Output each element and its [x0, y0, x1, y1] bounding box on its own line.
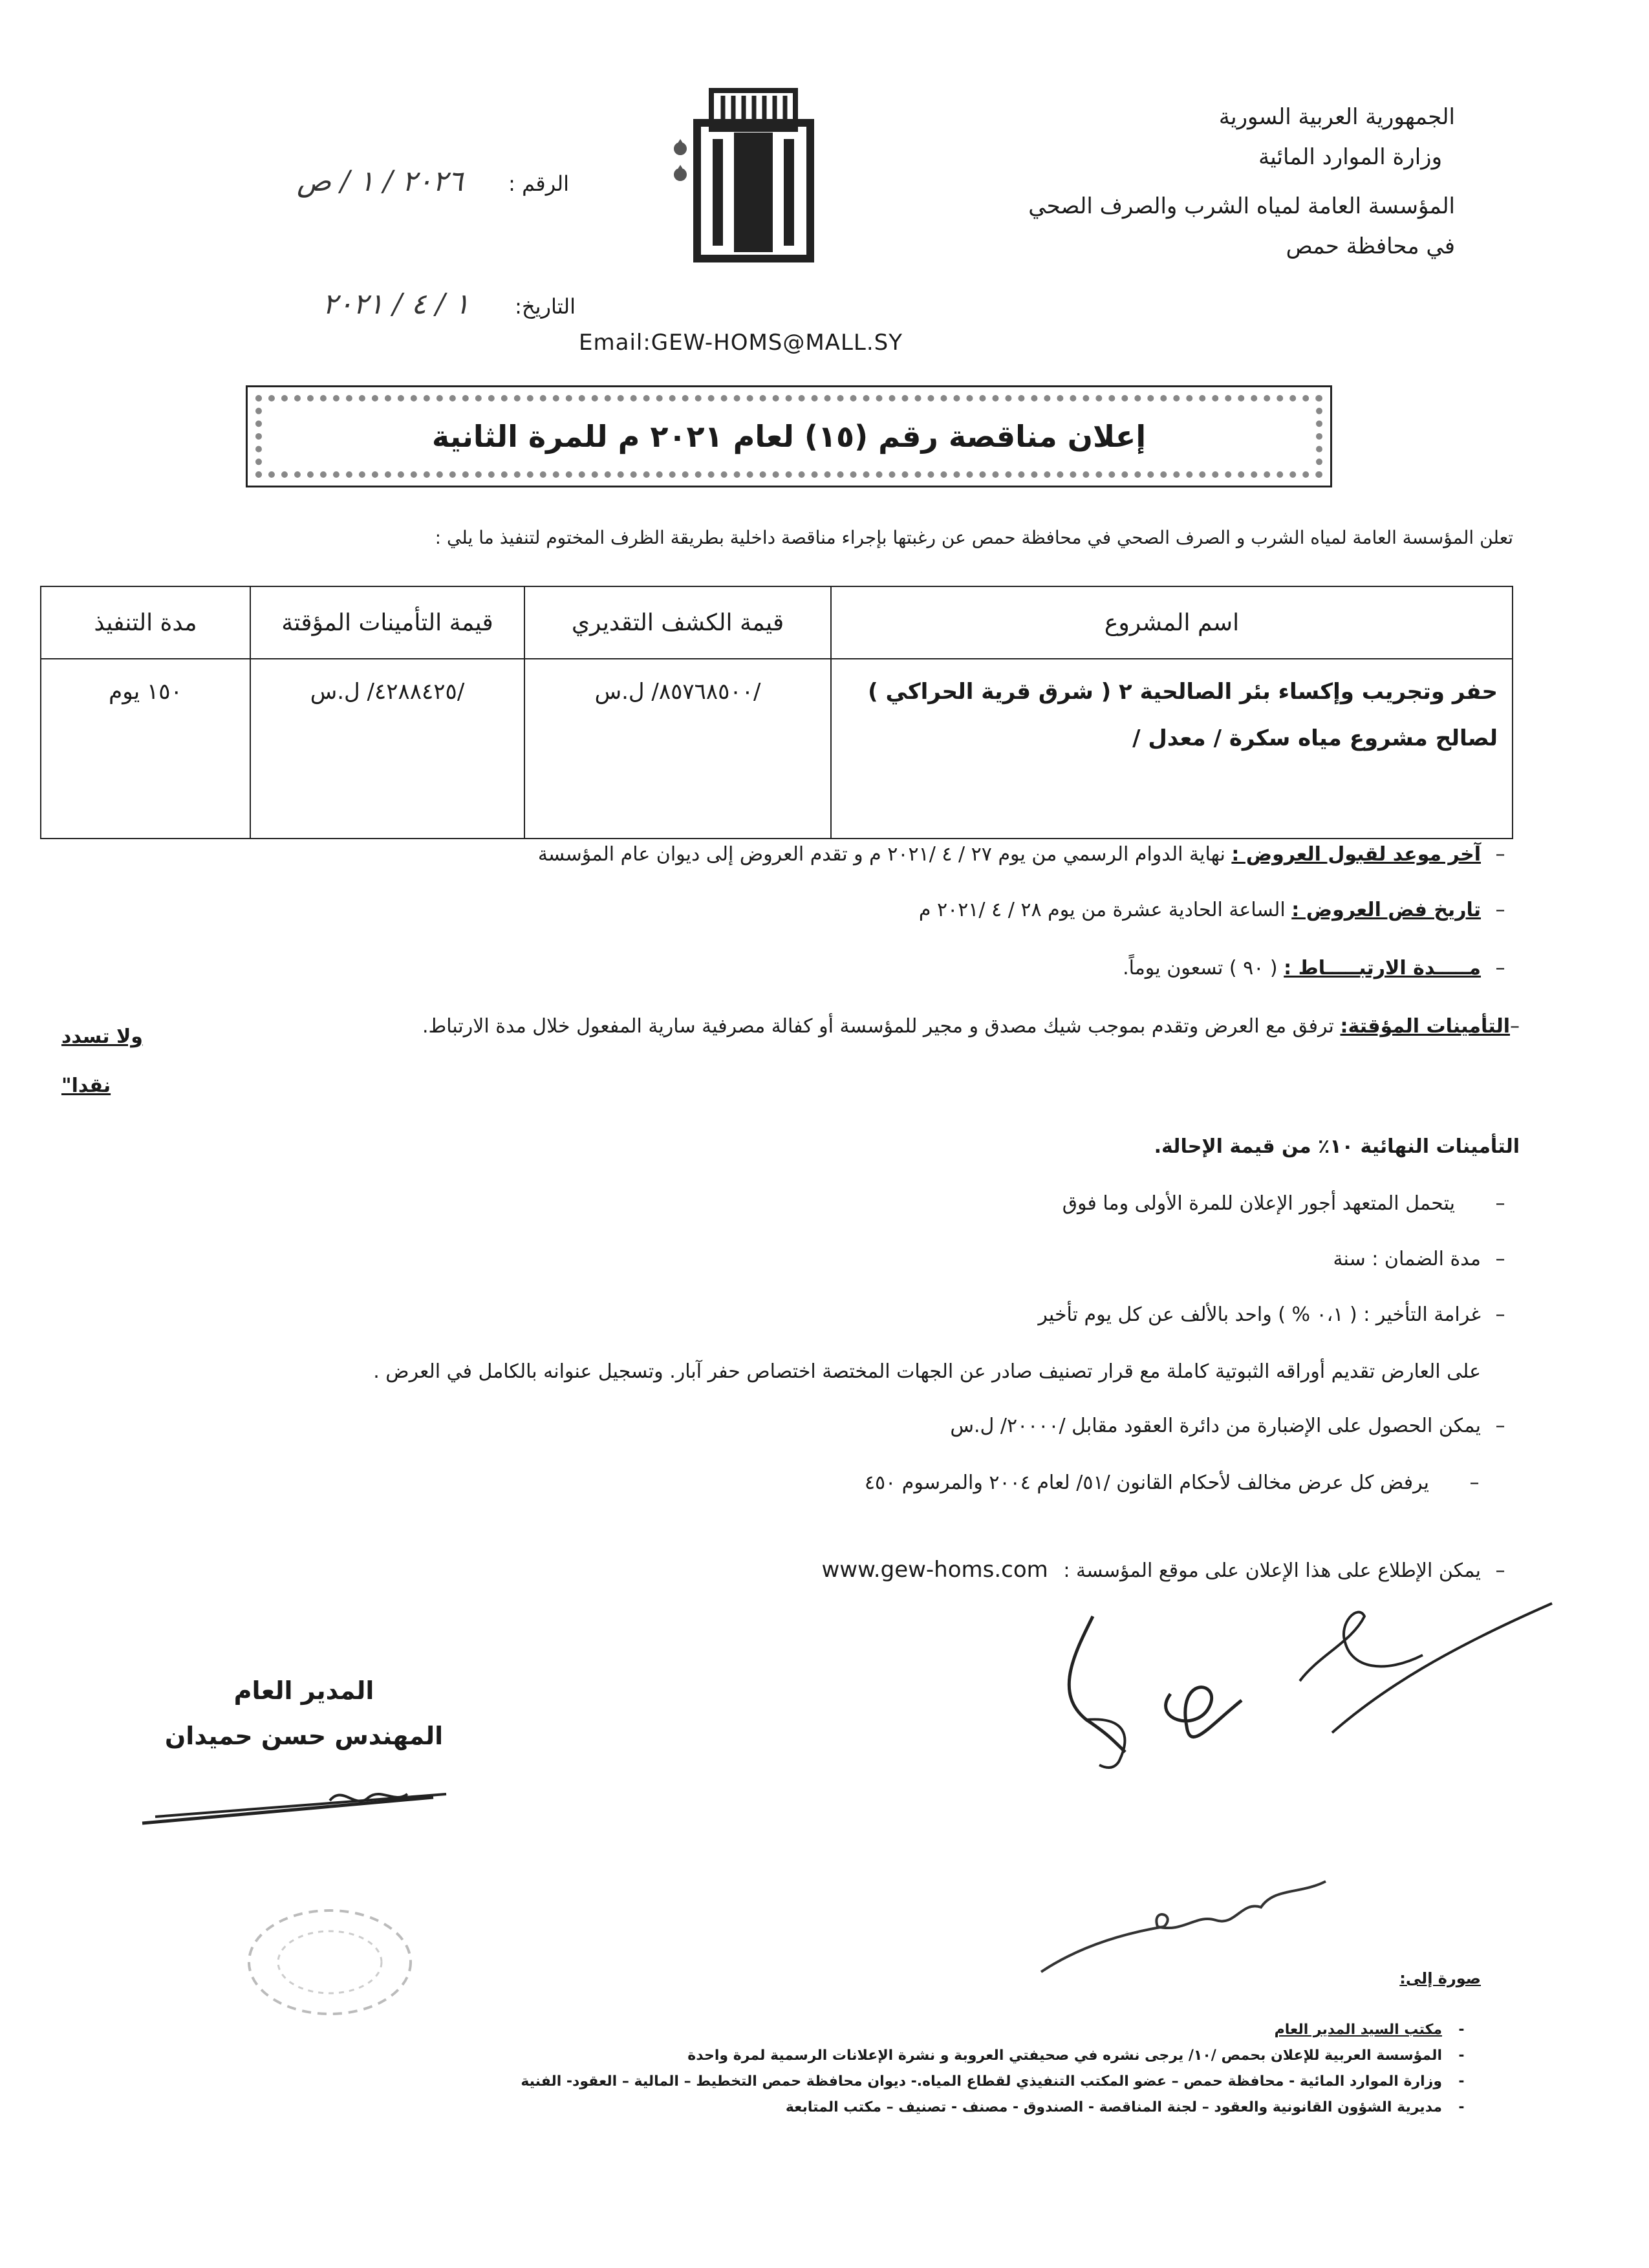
item-final-insurance: التأمينات النهائية ١٠٪ من قيمة الإحالة.: [1154, 1135, 1520, 1158]
binding-text: ( ٩٠ ) تسعون يوماً.: [1123, 957, 1278, 979]
cc-line: -مديرية الشؤون القانونية والعقود – لجنة المناقصة - الصندوق - مصنف - تصنيف – مكتب المتابعة: [785, 2099, 1465, 2115]
item-reject: –يرفض كل عرض مخالف لأحكام القانون /٥١/ لعام ٢٠٠٤ والمرسوم ٤٥٠: [864, 1471, 1480, 1494]
col-header-temp-insurance: قيمة التأمينات المؤقتة: [250, 586, 524, 659]
website-text: يمكن الإطلاع على هذا الإعلان على موقع المؤسسة :: [1063, 1559, 1481, 1582]
item-temp-insurance: –التأمينات المؤقتة: ترفق مع العرض وتقدم بموجب شيك مصدق و مجير للمؤسسة أو كفالة مصرفية سارية المفعول خلال مدة الارتباط.: [422, 1015, 1520, 1038]
deadline-text: نهاية الدوام الرسمي من يوم ٢٧ / ٤ /٢٠٢١ م و تقدم العروض إلى ديوان عام المؤسسة: [537, 843, 1225, 866]
temp-ins-emph: ولا تسدد نقدا": [61, 1025, 143, 1097]
item-warranty: –مدة الضمان : سنة: [1333, 1248, 1505, 1270]
deadline-label: آخر موعد لقبول العروض :: [1231, 843, 1481, 866]
col-header-duration: مدة التنفيذ: [41, 586, 250, 659]
reference-date: [129, 288, 576, 321]
cell-project: حفر وتجريب وإكساء بئر الصالحية ٢ ( شرق قرية الحراكي ) لصالح مشروع مياه سكرة / معدل /: [831, 659, 1513, 839]
cc-line: -وزارة الموارد المائية - محافظة حمص – عضو المكتب التنفيذي لقطاع المياه.- ديوان محافظة حمص التخطيط – المالية – العقود- الفنية: [521, 2073, 1465, 2090]
opening-label: تاريخ فض العروض :: [1291, 899, 1481, 921]
item-website: –يمكن الإطلاع على هذا الإعلان على موقع المؤسسة : www.gew-homs.com: [821, 1557, 1505, 1583]
intro-text: تعلن المؤسسة العامة لمياه الشرب و الصرف الصحي في محافظة حمص عن رغبتها بإجراء مناقصة داخلية بطريقة الظرف المختوم لتنفيذ ما يلي :: [435, 527, 1513, 548]
cc-line: -المؤسسة العربية للإعلان بحمص /١٠/ يرجى نشره في صحيفتي العروبة و نشرة الإعلانات الرسمية لمرة واحدة: [687, 2048, 1465, 2064]
penalty-text: غرامة التأخير : ( ٠،١ % ) واحد بالألف عن كل يوم تأخير: [1038, 1303, 1481, 1326]
date-value: ١ / ٤ / ٢٠٢١: [322, 288, 469, 321]
item-dossier: –يمكن الحصول على الإضبارة من دائرة العقود مقابل /٢٠٠٠٠/ ل.س: [950, 1415, 1505, 1437]
item-penalty: –غرامة التأخير : ( ٠،١ % ) واحد بالألف عن كل يوم تأخير: [1038, 1303, 1505, 1326]
tender-table: [40, 586, 1513, 839]
item-deadline: –آخر موعد لقبول العروض : نهاية الدوام الرسمي من يوم ٢٧ / ٤ /٢٠٢١ م و تقدم العروض إلى ديوان عام المؤسسة: [537, 843, 1505, 866]
ad-costs-text: يتحمل المتعهد أجور الإعلان للمرة الأولى وما فوق: [1062, 1192, 1455, 1215]
email: Email:GEW-HOMS@MALL.SY: [579, 330, 903, 356]
director-block: [149, 1668, 459, 1759]
date-label: التاريخ:: [515, 294, 576, 319]
reference-number: [129, 165, 569, 198]
cell-duration: ١٥٠ يوم: [41, 659, 250, 839]
dossier-text: يمكن الحصول على الإضبارة من دائرة العقود مقابل /٢٠٠٠٠/ ل.س: [950, 1415, 1481, 1437]
item-opening: –تاريخ فض العروض : الساعة الحادية عشرة من يوم ٢٨ / ٤ /٢٠٢١ م: [918, 899, 1505, 921]
number-label: الرقم :: [508, 171, 569, 196]
director-initial-signature: [136, 1771, 459, 1843]
opening-text: الساعة الحادية عشرة من يوم ٢٨ / ٤ /٢٠٢١ م: [918, 899, 1286, 921]
temp-ins-text: ترفق مع العرض وتقدم بموجب شيك مصدق و مجير للمؤسسة أو كفالة مصرفية سارية المفعول خلال مدة الارتباط.: [422, 1015, 1334, 1038]
org-line-country: الجمهورية العربية السورية: [1218, 104, 1455, 130]
item-binding: –مـــــدة الارتبـــــاط : ( ٩٠ ) تسعون يوماً.: [1123, 957, 1505, 979]
number-value: ٢٠٢٦ / ١ / ص: [297, 165, 463, 198]
official-stamp: [239, 1901, 420, 2024]
item-documents: على العارض تقديم أوراقه الثبوتية كاملة مع قرار تصنيف صادر عن الجهات المختصة اختصاص حفر آبار. وتسجيل عنوانه بالكامل في العرض .: [373, 1360, 1481, 1383]
organization-logo-icon: [666, 78, 841, 265]
temp-ins-label: التأمينات المؤقتة:: [1340, 1015, 1510, 1038]
col-header-estimate: قيمة الكشف التقديري: [524, 586, 831, 659]
warranty-text: مدة الضمان : سنة: [1333, 1248, 1481, 1270]
org-line-governorate: في محافظة حمص: [1286, 233, 1455, 259]
table-row: [41, 659, 1513, 839]
secondary-signature: [1028, 1875, 1339, 1985]
director-signature: [1048, 1578, 1565, 1784]
director-name: المهندس حسن حميدان: [164, 1722, 444, 1750]
cell-temp-insurance: /٤٢٨٨٤٢٥/ ل.س: [250, 659, 524, 839]
reject-text: يرفض كل عرض مخالف لأحكام القانون /٥١/ لعام ٢٠٠٤ والمرسوم ٤٥٠: [864, 1471, 1429, 1494]
col-header-project: اسم المشروع: [831, 586, 1513, 659]
cc-label: صورة إلى:: [1399, 1969, 1481, 1987]
cell-estimate: /٨٥٧٦٨٥٠٠/ ل.س: [524, 659, 831, 839]
org-line-establishment: المؤسسة العامة لمياه الشرب والصرف الصحي: [1028, 193, 1455, 219]
website-url: www.gew-homs.com: [821, 1557, 1048, 1583]
cc-line: -مكتب السيد المدير العام: [1274, 2022, 1465, 2038]
title-box: [246, 385, 1332, 487]
director-role: المدير العام: [233, 1676, 374, 1705]
org-line-ministry: وزارة الموارد المائية: [1258, 144, 1442, 170]
cc-list: [521, 2017, 1481, 2121]
binding-label: مـــــدة الارتبـــــاط :: [1284, 957, 1481, 979]
announcement-title: إعلان مناقصة رقم (١٥) لعام ٢٠٢١ م للمرة الثانية: [431, 419, 1147, 454]
item-ad-costs: –يتحمل المتعهد أجور الإعلان للمرة الأولى وما فوق: [1062, 1192, 1505, 1215]
org-header: [873, 97, 1455, 266]
